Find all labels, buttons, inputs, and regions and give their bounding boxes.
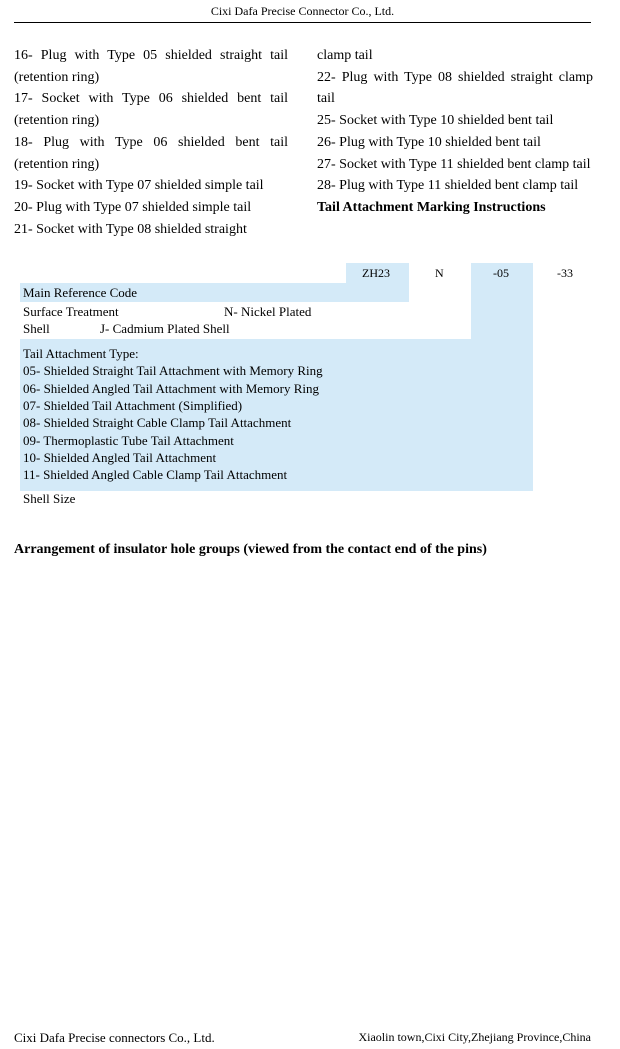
- tail-type-item: 09- Thermoplastic Tube Tail Attachment: [23, 433, 234, 448]
- tail-type-item: 05- Shielded Straight Tail Attachment with Memory Ring: [23, 363, 323, 378]
- code-n: N: [435, 266, 444, 280]
- tail-type-item: 07- Shielded Tail Attachment (Simplified): [23, 398, 243, 413]
- arrangement-title: Arrangement of insulator hole groups (viewed from the contact end of the pins): [14, 542, 487, 557]
- surface-nickel: N- Nickel Plated: [224, 304, 312, 319]
- list-item: 21- Socket with Type 08 shielded straight: [14, 221, 247, 237]
- tail-type-item: 08- Shielded Straight Cable Clamp Tail Attachment: [23, 415, 292, 430]
- list-item: 25- Socket with Type 10 shielded bent tail: [317, 113, 554, 129]
- list-item: 16- Plug with Type 05 shielded straight tail (retention ring): [14, 48, 288, 85]
- list-item: clamp tail: [317, 48, 373, 63]
- list-item: 26- Plug with Type 10 shielded bent tail: [317, 134, 541, 150]
- code-size: -33: [557, 266, 573, 280]
- code-tail: -05: [493, 266, 509, 280]
- list-item: 28- Plug with Type 11 shielded bent clamp tail: [317, 178, 579, 194]
- list-item: 20- Plug with Type 07 shielded simple tail: [14, 199, 252, 215]
- list-item: 22- Plug with Type 08 shielded straight clamp tail: [317, 69, 593, 107]
- list-item: 18- Plug with Type 06 shielded bent tail (retention ring): [14, 134, 288, 172]
- list-item: 27- Socket with Type 11 shielded bent clamp tail: [317, 156, 591, 172]
- shell-size-label: Shell Size: [23, 491, 76, 506]
- footer-company: Cixi Dafa Precise connectors Co., Ltd.: [14, 1030, 215, 1045]
- list-item: 17- Socket with Type 06 shielded bent tail (retention ring): [14, 91, 288, 129]
- footer-address: Xiaolin town,Cixi City,Zhejiang Province,China: [358, 1030, 591, 1044]
- product-list-right: [317, 45, 593, 219]
- surface-cadmium: J- Cadmium Plated Shell: [100, 321, 230, 336]
- surface-shell-label: Shell: [23, 321, 50, 336]
- tail-type-item: 11- Shielded Angled Cable Clamp Tail Attachment: [23, 467, 288, 482]
- marking-title: Tail Attachment Marking Instructions: [317, 199, 546, 215]
- tail-type-label: Tail Attachment Type:: [23, 346, 139, 361]
- tail-type-item: 06- Shielded Angled Tail Attachment with Memory Ring: [23, 381, 320, 396]
- product-list-left: [14, 45, 288, 240]
- list-item: 19- Socket with Type 07 shielded simple tail: [14, 178, 264, 194]
- code-zh23: ZH23: [362, 266, 390, 280]
- surface-treatment-label: Surface Treatment: [23, 304, 119, 319]
- page-header: Cixi Dafa Precise Connector Co., Ltd.: [14, 4, 591, 23]
- main-reference-label: Main Reference Code: [23, 285, 138, 300]
- tail-type-item: 10- Shielded Angled Tail Attachment: [23, 450, 217, 465]
